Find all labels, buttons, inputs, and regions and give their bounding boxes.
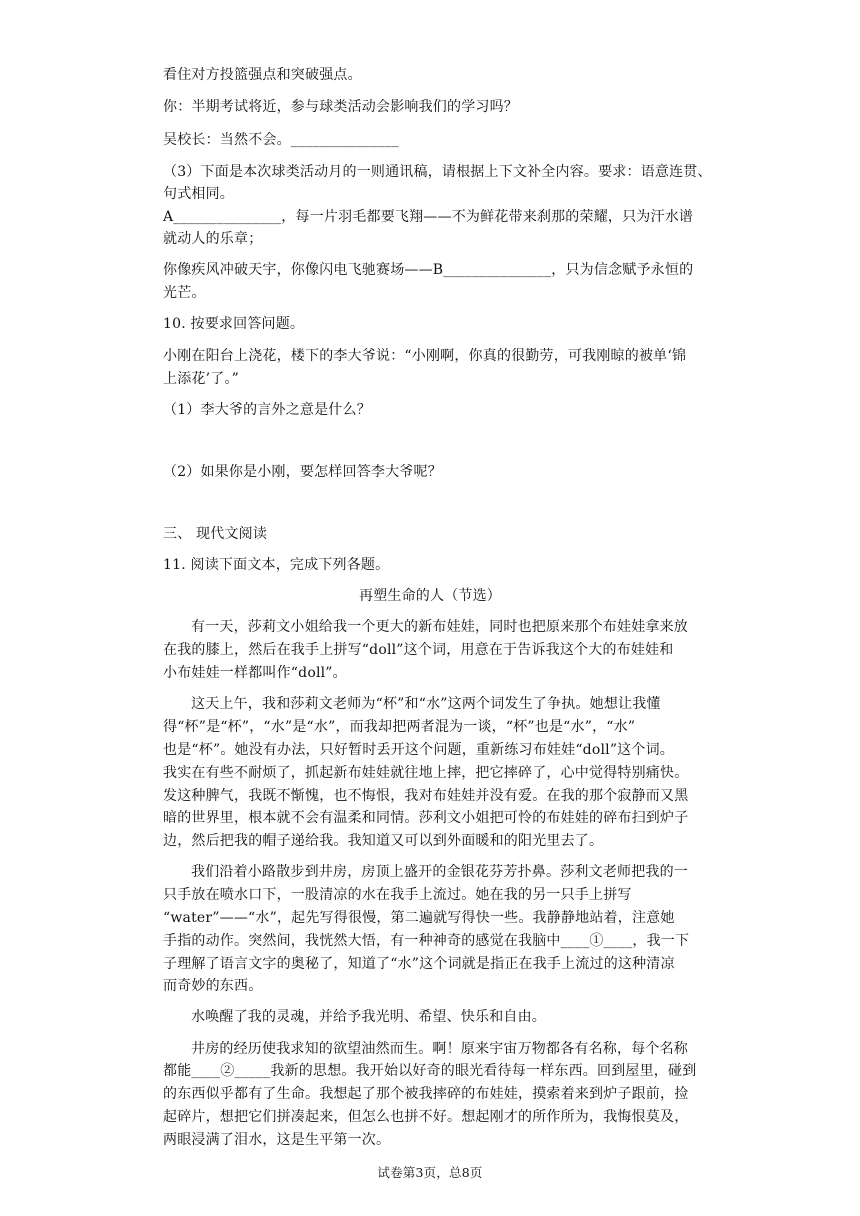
paragraph-line: 只手放在喷水口下，一股清凉的水在我手上流过。她在我的另一只手上拼写	[163, 887, 632, 903]
text-line: 光芒。	[163, 285, 206, 301]
paragraph-line: 小布娃娃一样都叫作“doll”。	[163, 665, 347, 681]
paragraph-line: 暗的世界里，根本就不会有温柔和同情。莎利文小姐把可怜的布娃娃的碎布扫到炉子	[163, 810, 689, 826]
paragraph-line: 在我的膝上，然后在我手上拼写“doll”这个词，用意在于告诉我这个大的布娃娃和	[163, 642, 674, 658]
paragraph-line: 井房的经历使我求知的欲望油然而生。啊！原来宇宙万物都各有名称，每个名称	[191, 1041, 688, 1057]
paragraph-line: 手指的动作。突然间，我恍然大悟，有一种神奇的感觉在我脑中____①____，我一下	[163, 933, 690, 949]
paragraph-line: 我实在有些不耐烦了，抓起新布娃娃就往地上摔，把它摔碎了，心中觉得特别痛快。	[163, 765, 689, 781]
text-line: 小刚在阳台上浇花，楼下的李大爷说：“小刚啊，你真的很勤劳，可我刚晾的被单‘锦	[163, 348, 687, 364]
paragraph-line: 两眼浸满了泪水，这是生平第一次。	[163, 1132, 391, 1148]
article-title: 再塑生命的人（节选）	[359, 588, 501, 604]
paragraph-line: 发这种脾气，我既不惭愧，也不悔恨，我对布娃娃并没有爱。在我的那个寂静而又黑	[163, 788, 689, 804]
question-11-title: 11. 阅读下面文本，完成下列各题。	[163, 557, 390, 573]
paragraph-line: “water”——“水”，起先写得很慢，第二遍就写得快一些。我静静地站着，注意她	[163, 910, 675, 926]
paragraph-line: 水唤醒了我的灵魂，并给予我光明、希望、快乐和自由。	[191, 1009, 546, 1025]
paragraph-line: 这天上午，我和莎莉文老师为“杯”和“水”这两个词发生了争执。她想让我懂	[191, 696, 661, 712]
paragraph-line: 得“杯”是“杯”，“水”是“水”，而我却把两者混为一谈，“杯”也是“水”，“水”	[163, 719, 636, 735]
question-10-title: 10. 按要求回答问题。	[163, 316, 305, 332]
text-line: 上添花’了。”	[163, 371, 240, 387]
section-heading: 三、 现代文阅读	[163, 526, 268, 542]
paragraph-line: 而奇妙的东西。	[163, 978, 263, 994]
text-line: A_______________，每一片羽毛都要飞翔——不为鲜花带来刹那的荣耀，只为汗水谱	[163, 209, 694, 225]
text-line: 吴校长：当然不会。_______________	[163, 132, 399, 148]
paragraph-line: 边，然后把我的帽子递给我。我知道又可以到外面暖和的阳光里去了。	[163, 833, 604, 849]
sub-question: （2）如果你是小刚，要怎样回答李大爷呢？	[163, 464, 442, 480]
paragraph-line: 有一天，莎莉文小姐给我一个更大的新布娃娃，同时也把原来那个布娃娃拿来放	[191, 619, 688, 635]
question-3-prompt: （3）下面是本次球类活动月的一则通讯稿，请根据上下文补全内容。要求：语意连贯、	[163, 164, 712, 180]
paragraph-line: 都能____②_____我新的思想。我开始以好奇的眼光看待每一样东西。回到屋里，碰到	[163, 1063, 697, 1079]
text-line: 你：半期考试将近，参与球类活动会影响我们的学习吗？	[163, 99, 518, 115]
paragraph-line: 的东西似乎都有了生命。我想起了那个被我摔碎的布娃娃，摸索着来到炉子跟前，捡	[163, 1086, 689, 1102]
text-line: 句式相同。	[163, 186, 234, 202]
text-line: 就动人的乐章；	[163, 231, 263, 247]
paragraph-line: 我们沿着小路散步到井房，房顶上盛开的金银花芬芳扑鼻。莎利文老师把我的一	[191, 864, 688, 880]
text-line: 看住对方投篮强点和突破强点。	[163, 67, 362, 83]
sub-question: （1）李大爷的言外之意是什么？	[163, 402, 371, 418]
page-footer: 试卷第3页，总8页	[377, 1165, 483, 1180]
text-line: 你像疾风冲破天宇，你像闪电飞驰赛场——B_______________，只为信念赋予永恒的	[163, 262, 694, 278]
paragraph-line: 子理解了语言文字的奥秘了，知道了“水”这个词就是指正在我手上流过的这种清凉	[163, 956, 675, 972]
paragraph-line: 也是“杯”。她没有办法，只好暂时丢开这个问题，重新练习布娃娃“doll”这个词。	[163, 742, 674, 758]
paragraph-line: 起碎片，想把它们拼凑起来，但怎么也拼不好。想起刚才的所作所为，我悔恨莫及，	[163, 1109, 689, 1125]
